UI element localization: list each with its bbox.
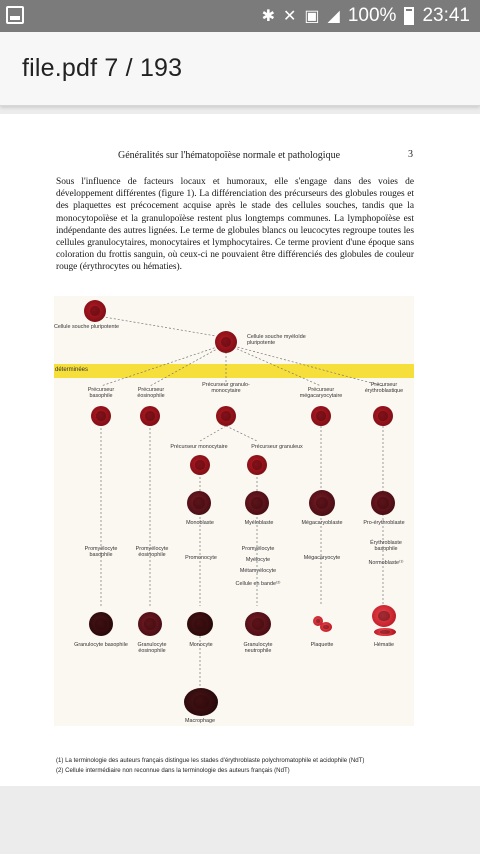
band-label: déterminées: [55, 367, 89, 373]
lineage-lines: [54, 296, 414, 726]
neutrophil-granulocyte-label: Granulocyte neutrophile: [243, 642, 273, 655]
clock: 23:41: [422, 5, 470, 26]
app-bar: [0, 32, 480, 106]
battery-percent: 100%: [347, 5, 397, 26]
status-bar: [0, 0, 480, 32]
footnote-1: (1) La terminologie des auteurs français distingue les stades d'érythroblaste polychromatophile et acidophile (NdT): [56, 757, 365, 764]
mute-icon: ✕: [283, 8, 297, 25]
granular-precursor-cell: [247, 455, 267, 475]
basophil-precursor-label: Précurseur basophile: [87, 387, 115, 400]
megakaryoblast-cell: [309, 490, 335, 516]
monoblast-cell: [187, 491, 211, 515]
megakaryocytic-precursor-label: Précurseur mégacaryocytaire: [299, 387, 343, 400]
eosinophil-precursor-cell: [140, 406, 160, 426]
promyelocyte-basophil-label: Promyélocyte basophile: [84, 546, 118, 559]
red-cell-label: Hématie: [373, 642, 395, 648]
body-paragraph: Sous l'influence de facteurs locaux et humoraux, elle s'engage dans des voies de développement différentes (figure 1). La différenciation des précurseurs des globules rouges et des plaquettes est précocement acquise après le stade des cellules souches, tandis que la monocytopoïèse et la granulopoïèse restent plus longtemps communes. La lymphopoïèse est indépendante des autres lignées. Le terme de globules blancs ou leucocytes regroupe toutes les cellules granulocytaires, monocytaires et lymphocytaires. Ce terme provient d'une époque sans coloration du frottis sanguin, où ceux-ci ne pouvaient être différenciés des globules de couleur rouge (érythrocytes ou hématies).: [56, 177, 414, 273]
macrophage-cell: [184, 688, 218, 716]
platelet-cell-2: [320, 622, 332, 632]
basophil-erythroblast-label: Érythroblaste basophile: [370, 540, 402, 553]
band-cell-label: Cellule en bande⁽²⁾: [235, 581, 281, 587]
promyelocyte-eosinophil-label: Promyélocyte éosinophile: [135, 546, 169, 559]
red-cell-1: [372, 605, 396, 627]
monocytic-precursor-label: Précurseur monocytaire: [170, 444, 228, 450]
myelocyte-label: Myélocyte: [245, 557, 271, 563]
status-icons: [262, 0, 470, 32]
battery-icon: [404, 7, 414, 25]
platelet-label: Plaquette: [310, 642, 334, 648]
myeloid-stem-cell: [215, 331, 237, 353]
bluetooth-icon: ✱: [261, 8, 275, 25]
pluripotent-label: Cellule souche pluripotente: [54, 324, 120, 330]
eosinophil-granulocyte-cell: [138, 612, 162, 636]
megakaryocytic-precursor-cell: [311, 406, 331, 426]
basophil-granulocyte-label: Granulocyte basophile: [74, 642, 128, 648]
granular-precursor-label: Précurseur granuleux: [251, 444, 303, 450]
signal-icon: ◢: [327, 8, 340, 25]
proerythroblast-label: Pro-érythroblaste: [363, 520, 405, 526]
monocytic-precursor-cell: [190, 455, 210, 475]
myeloid-label: Cellule souche myéloïde pluripotente: [247, 334, 306, 347]
monocyte-cell: [187, 612, 213, 636]
page-header: Généralités sur l'hématopoïèse normale et pathologique: [118, 150, 341, 161]
basophil-granulocyte-cell: [89, 612, 113, 636]
granulo-monocytic-precursor-label: Précurseur granulo-monocytaire: [202, 382, 250, 395]
promonocyte-label: Promonocyte: [185, 555, 217, 561]
erythroblastic-precursor-cell: [373, 406, 393, 426]
hematopoiesis-figure: [54, 296, 414, 726]
neutrophil-granulocyte-cell: [245, 612, 271, 636]
page-number: 3: [408, 149, 413, 160]
pluripotent-stem-cell: [84, 300, 106, 322]
myeloblast-label: Myéloblaste: [244, 520, 274, 526]
metamyelocyte-label: Métamyélocyte: [239, 568, 277, 574]
image-icon: [6, 6, 24, 24]
macrophage-label: Macrophage: [185, 718, 215, 724]
document-title: file.pdf 7 / 193: [22, 54, 183, 82]
erythroblastic-precursor-label: Précurseur érythroblastique: [364, 382, 404, 395]
red-cell-2: [374, 628, 396, 636]
eosinophil-granulocyte-label: Granulocyte éosinophile: [137, 642, 167, 655]
pdf-page[interactable]: [0, 114, 480, 786]
promyelocyte-label: Promyélocyte: [241, 546, 275, 552]
myeloblast-cell: [245, 491, 269, 515]
monoblast-label: Monoblaste: [186, 520, 214, 526]
normoblast-label: Normoblaste⁽¹⁾: [368, 560, 404, 566]
monocyte-label: Monocyte: [189, 642, 213, 648]
proerythroblast-cell: [371, 491, 395, 515]
footnote-2: (2) Cellule intermédiaire non reconnue dans la terminologie des auteurs français (NdT): [56, 767, 290, 774]
megakaryoblast-label: Mégacaryoblaste: [301, 520, 343, 526]
eosinophil-precursor-label: Précurseur éosinophile: [137, 387, 165, 400]
sim-icon: ▣: [304, 8, 320, 25]
granulo-monocytic-precursor-cell: [216, 406, 236, 426]
megakaryocyte-label: Mégacaryocyte: [303, 555, 341, 561]
basophil-precursor-cell: [91, 406, 111, 426]
